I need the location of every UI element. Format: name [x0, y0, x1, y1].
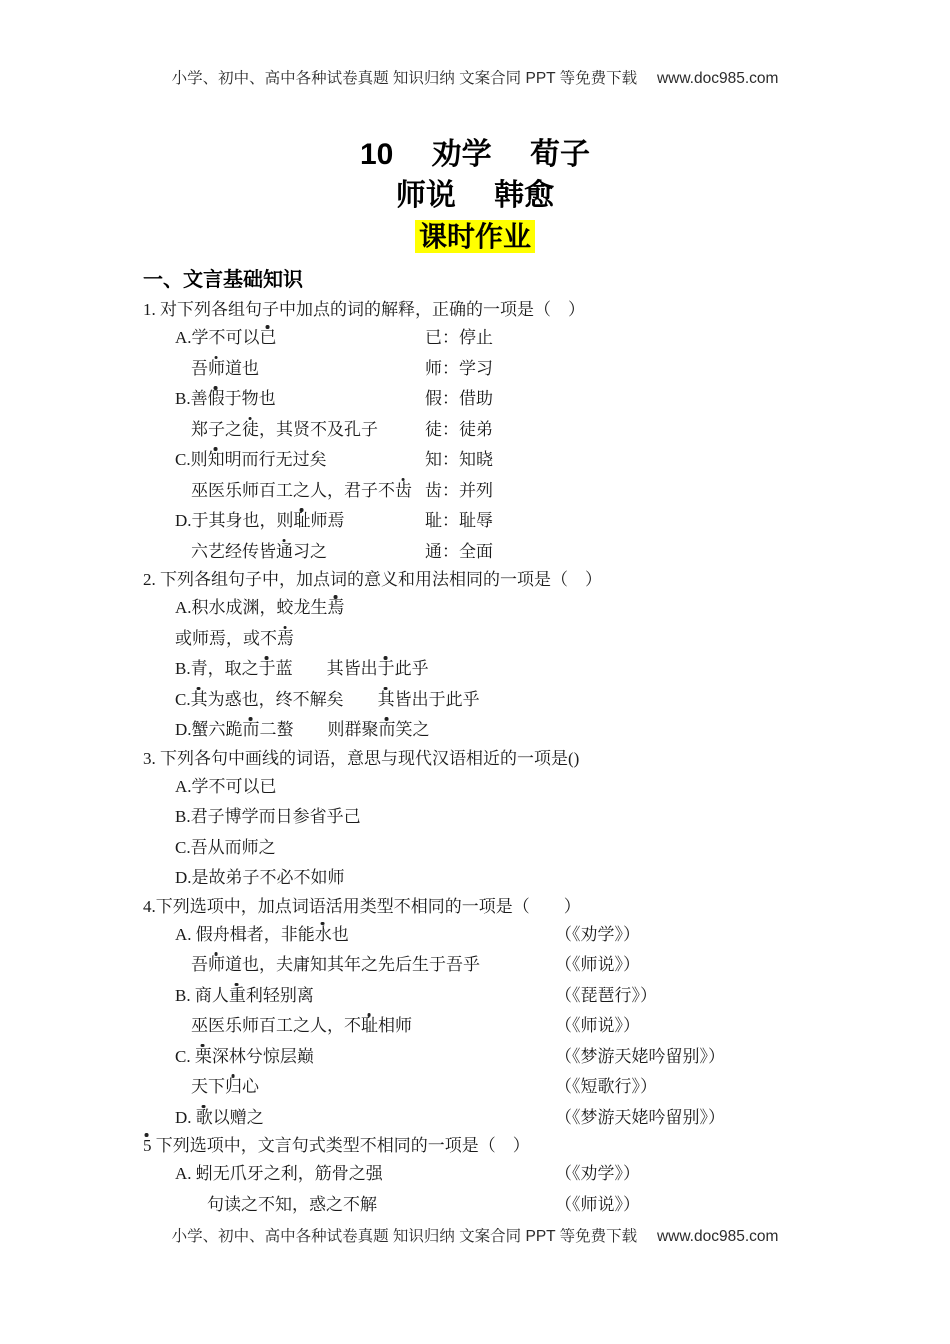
source-column: （《短歌行》） [555, 1077, 657, 1096]
option-text: B.善假于物也 [175, 389, 276, 408]
emphasis-dot-char: 其 [377, 689, 395, 709]
option-line [143, 323, 950, 354]
emphasis-dot-char: 5 [143, 1136, 152, 1155]
option-text: 或师焉，或不焉 [175, 628, 294, 648]
option-line [143, 624, 950, 655]
option-text: A.学不可以已 [175, 328, 277, 347]
question-intro: 2. 下列各组句子中，加点词的意义和用法相同的一项是（ ） [143, 570, 602, 589]
option-text: A. 假舟楫者，非能水也 [175, 924, 349, 944]
definition-column: 耻：耻辱 [425, 511, 493, 530]
definition-column: 知：知晓 [425, 450, 493, 469]
option-line [143, 476, 950, 507]
option-text: B.君子博学而日参省乎己 [175, 807, 361, 826]
option-line [143, 1011, 950, 1042]
emphasis-dot-char: 于 [377, 659, 395, 678]
option-line [143, 1042, 950, 1073]
question-intro: 1. 对下列各组句子中加点的词的解释，正确的一项是（ ） [143, 300, 585, 319]
option-line [143, 1072, 950, 1103]
option-line [143, 593, 950, 624]
source-column: （《师说》） [555, 1194, 640, 1214]
option-line [143, 863, 950, 894]
question-intro: 4.下列选项中，加点词语活用类型不相同的一项是（ ） [143, 896, 581, 916]
option-text: C.其为惑也，终不解矣 其皆出于此乎 [175, 689, 480, 709]
option-text: A.积水成渊，蛟龙生焉 [175, 598, 345, 617]
worksheet-subtitle-wrap [0, 216, 950, 257]
definition-column: 师：学习 [425, 358, 493, 378]
emphasis-dot-char: 歌 [195, 1107, 213, 1127]
definition-column: 已：停止 [425, 328, 493, 347]
option-line [143, 654, 950, 685]
option-text: 句读之不知，惑之不解 [207, 1194, 377, 1214]
option-line [143, 1159, 950, 1190]
option-text: C.则知明而行无过矣 [175, 450, 327, 469]
emphasis-dot-char: 徒 [242, 419, 259, 439]
emphasis-dot-char: 通 [276, 541, 293, 561]
option-line [143, 981, 950, 1012]
option-line [143, 537, 950, 568]
emphasis-dot-char: 焉 [327, 598, 345, 617]
option-text: D.蟹六跪而二螯 则群聚而笑之 [175, 720, 430, 739]
emphasis-dot-char: 知 [207, 450, 225, 469]
emphasis-dot-char: 重 [228, 985, 246, 1005]
emphasis-dot-char: 于 [258, 659, 276, 678]
question-intro: 5 下列选项中，文言句式类型不相同的一项是（ ） [143, 1136, 530, 1155]
option-line [143, 772, 950, 803]
option-text: B.青，取之于蓝 其皆出于此乎 [175, 659, 429, 678]
emphasis-dot-char: 齿 [395, 480, 412, 500]
site-header: 小学、初中、高中各种试卷真题 知识归纳 文案合同 PPT 等免费下载 www.doc985.com [171, 70, 779, 87]
source-column: （《师说》） [555, 955, 640, 974]
option-text: 吾师道也 [191, 358, 259, 378]
emphasis-dot-char: 其 [190, 689, 208, 709]
option-text: D.是故弟子不必不如师 [175, 868, 345, 887]
definition-column: 假：借助 [425, 389, 493, 408]
option-text: D. 歌以赠之 [175, 1107, 264, 1127]
source-column: （《梦游天姥吟留别》） [555, 1046, 725, 1066]
option-text: 天下归心 [191, 1077, 259, 1096]
section-heading: 一、文言基础知识 [143, 269, 303, 291]
option-line [143, 802, 950, 833]
option-line [143, 685, 950, 716]
option-text: A. 蚓无爪牙之利，筋骨之强 [175, 1164, 383, 1183]
source-column: （《梦游天姥吟留别》） [555, 1107, 725, 1127]
option-text: 巫医乐师百工之人，君子不齿 [191, 480, 412, 500]
emphasis-dot-char: 焉 [277, 628, 294, 648]
option-text: 六艺经传皆通习之 [191, 541, 327, 561]
emphasis-dot-char: 栗 [194, 1046, 212, 1066]
emphasis-dot-char: 师 [208, 955, 225, 974]
option-line [143, 415, 950, 446]
emphasis-dot-char: 耻 [361, 1016, 378, 1035]
emphasis-dot-char: 已 [259, 328, 277, 347]
option-line [143, 1190, 950, 1221]
option-line [143, 950, 950, 981]
emphasis-dot-char: 耻 [293, 511, 311, 530]
worksheet-title-line1: 10 劝学 荀子 [359, 138, 591, 171]
emphasis-dot-char: 师 [208, 358, 225, 378]
worksheet-subtitle-highlight: 课时作业 [415, 220, 535, 253]
option-line [143, 715, 950, 746]
site-footer: 小学、初中、高中各种试卷真题 知识归纳 文案合同 PPT 等免费下载 www.doc985.com [171, 1228, 779, 1245]
emphasis-dot-char: 而 [242, 720, 260, 739]
questions-list [143, 297, 950, 1220]
definition-column: 通：全面 [425, 541, 493, 561]
option-text: 巫医乐师百工之人，不耻相师 [191, 1016, 412, 1035]
emphasis-dot-char: 而 [378, 720, 396, 739]
option-line [143, 506, 950, 537]
option-text: 吾师道也，夫庸知其年之先后生于吾乎 [191, 955, 480, 974]
source-column: （《琵琶行》） [555, 985, 657, 1005]
option-text: C. 栗深林兮惊层巅 [175, 1046, 314, 1066]
option-line [143, 354, 950, 385]
option-line [143, 1103, 950, 1134]
worksheet-titles [0, 134, 950, 257]
emphasis-dot-char: 假 [207, 389, 225, 408]
option-text: B. 商人重利轻别离 [175, 985, 314, 1005]
option-text: 郑子之徒，其贤不及孔子 [191, 419, 378, 439]
source-column: （《劝学》） [555, 924, 640, 944]
option-line [143, 920, 950, 951]
option-text: A.学不可以已 [175, 776, 277, 796]
worksheet-title-line2: 师说 韩愈 [395, 179, 555, 212]
option-line [143, 384, 950, 415]
emphasis-dot-char: 归 [225, 1077, 242, 1096]
question-intro: 3. 下列各句中画线的词语，意思与现代汉语相近的一项是() [143, 748, 580, 768]
option-text: D.于其身也，则耻师焉 [175, 511, 345, 530]
option-line [143, 445, 950, 476]
definition-column: 齿：并列 [425, 480, 493, 500]
option-line [143, 833, 950, 864]
source-column: （《劝学》） [555, 1164, 640, 1183]
emphasis-dot-char: 水 [314, 924, 332, 944]
source-column: （《师说》） [555, 1016, 640, 1035]
definition-column: 徒：徒弟 [425, 419, 493, 439]
option-text: C.吾从而师之 [175, 837, 276, 857]
